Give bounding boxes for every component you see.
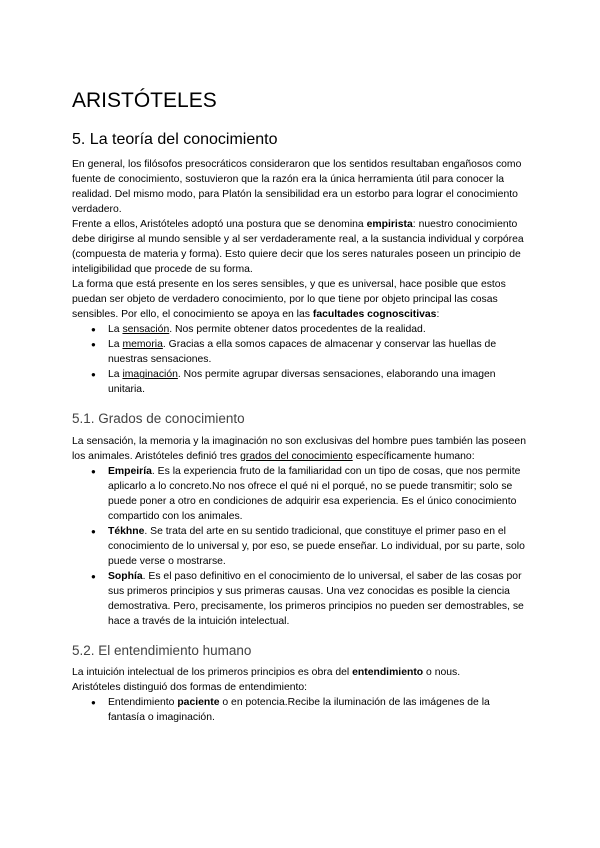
list-item: ● La memoria. Gracias a ella somos capaces de almacenar y conservar las huellas de nuestras sensaciones.	[91, 339, 497, 366]
bullet-icon: ●	[91, 571, 96, 581]
list-item: ● Entendimiento paciente o en potencia.Recibe la iluminación de las imágenes de la fantasía o imaginación.	[91, 696, 490, 723]
term-empirista: empirista	[366, 219, 413, 231]
term-facultades: facultades cognoscitivas	[312, 309, 437, 321]
section-5-2-paragraph-2: Aristóteles distinguió dos formas de entendimiento:	[72, 681, 308, 693]
document-page	[72, 88, 528, 725]
document-title: ARISTÓTELES	[72, 89, 217, 112]
bullet-icon: ●	[91, 697, 96, 707]
list-item: ● La imaginación. Nos permite agrupar diversas sensaciones, elaborando una imagen unitaria.	[91, 369, 496, 396]
bullet-icon: ●	[91, 325, 96, 335]
section-5-1-heading: 5.1. Grados de conocimiento	[72, 411, 245, 427]
section-5-heading: 5. La teoría del conocimiento	[72, 131, 278, 149]
bullet-icon: ●	[91, 340, 96, 350]
bullet-icon: ●	[91, 466, 96, 476]
list-item: ● Tékhne. Se trata del arte en su sentido tradicional, que constituye el primer paso en el conocimiento de lo universal y, por eso, se puede enseñar. Lo individual, por su parte, solo puede verse o mostrarse.	[91, 525, 525, 567]
grades-list	[72, 464, 528, 629]
section-5-1-paragraph: La sensación, la memoria y la imaginación no son exclusivas del hombre pues también las poseen los animales. Aristóteles definió tres grados del conocimiento específicamente humano:	[72, 435, 526, 462]
list-item: ● Empeiría. Es la experiencia fruto de la familiaridad con un tipo de cosas, que nos permite aplicarlo a lo concreto.No nos ofrece el qué ni el porqué, no se puede transmitir; solo se puede poner a otro en condiciones de adquirir esa experiencia. Es el único conocimiento compartido con los animales.	[91, 465, 521, 522]
bullet-icon: ●	[91, 526, 96, 536]
section-5-2-heading: 5.2. El entendimiento humano	[72, 642, 252, 658]
section-5-paragraph-3: La forma que está presente en los seres sensibles, y que es universal, hace posible que estos puedan ser objeto de verdadero conocimiento, por lo que tiene por objeto principal las cosas sensibles. Por ello, el conocimiento se apoya en las facultades cognoscitivas:	[72, 279, 506, 321]
list-item: ● Sophía. Es el paso definitivo en el conocimiento de lo universal, el saber de las cosas por sus primeros principios y sus primeras causas. Una vez conocidas es posible la ciencia demostrativa. Pero, precisamente, los primeros principios no pueden ser demostrables, se hace a través de la intuición intelectual.	[91, 570, 524, 627]
list-item: ● La sensación. Nos permite obtener datos procedentes de la realidad.	[91, 324, 426, 336]
faculties-list	[72, 322, 528, 397]
understanding-list	[72, 695, 528, 725]
bullet-icon: ●	[91, 370, 96, 380]
term-entendimiento: entendimiento	[352, 666, 424, 678]
section-5-paragraph-1: En general, los filósofos presocráticos consideraron que los sentidos resultaban engañosos como fuente de conocimiento, sostuvieron que la razón era la única herramienta útil para conocer la realidad. Del mismo modo, para Platón la sensibilidad era un estorbo para lograr el conocimiento verdadero.	[72, 159, 522, 216]
term-grados: grados del conocimiento	[240, 450, 353, 462]
section-5-paragraph-2: Frente a ellos, Aristóteles adoptó una postura que se denomina empirista: nuestro conocimiento debe dirigirse al mundo sensible y al ser verdaderamente real, a la sustancia individual y corpórea (compuesta de materia y forma). Esto quiere decir que los seres naturales poseen un principio de inteligibilidad que procede de su forma.	[72, 219, 524, 276]
section-5-2-paragraph-1: La intuición intelectual de los primeros principios es obra del entendimiento o nous.	[72, 666, 461, 678]
